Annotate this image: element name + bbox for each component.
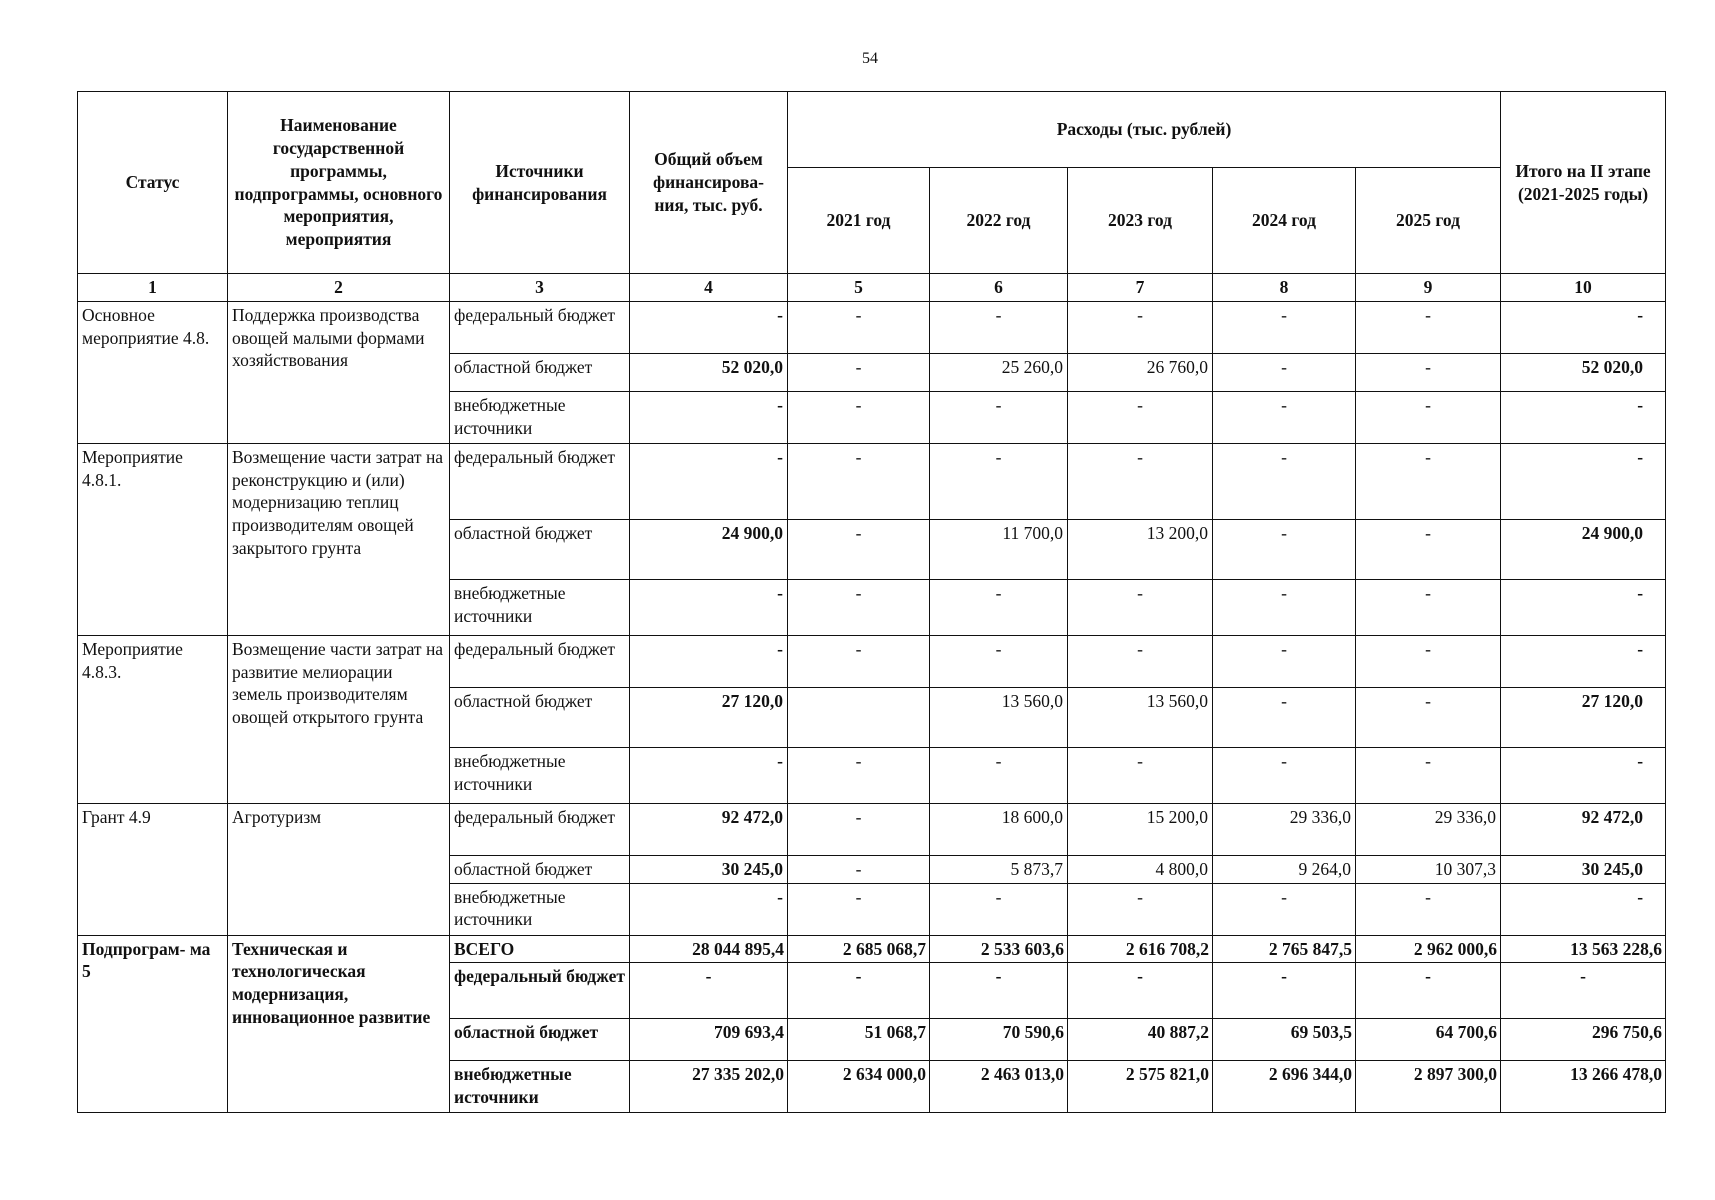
column-number: 4 — [630, 274, 788, 302]
year-cell: - — [1356, 687, 1501, 747]
itogo-cell: - — [1501, 635, 1666, 687]
itogo-cell: 13 266 478,0 — [1501, 1061, 1666, 1113]
total-cell: 28 044 895,4 — [630, 935, 788, 963]
year-cell: 9 264,0 — [1213, 855, 1356, 883]
total-cell: - — [630, 391, 788, 443]
subprogram-status-cell: Подпрограм- ма 5 — [78, 935, 228, 1113]
year-cell: - — [1356, 391, 1501, 443]
year-cell: 2 616 708,2 — [1068, 935, 1213, 963]
year-cell: - — [1213, 301, 1356, 353]
year-cell: - — [1213, 963, 1356, 1019]
total-cell: 52 020,0 — [630, 353, 788, 391]
year-cell: 13 200,0 — [1068, 519, 1213, 579]
year-cell: 4 800,0 — [1068, 855, 1213, 883]
year-cell: - — [1213, 687, 1356, 747]
year-cell: - — [930, 963, 1068, 1019]
total-cell: 30 245,0 — [630, 855, 788, 883]
source-cell: областной бюджет — [450, 519, 630, 579]
source-cell: федеральный бюджет — [450, 443, 630, 519]
year-cell: - — [1356, 747, 1501, 803]
column-number: 1 — [78, 274, 228, 302]
year-cell: - — [788, 963, 930, 1019]
year-cell: - — [1068, 443, 1213, 519]
column-number: 7 — [1068, 274, 1213, 302]
year-cell: - — [788, 443, 930, 519]
year-cell: 5 873,7 — [930, 855, 1068, 883]
year-cell: 18 600,0 — [930, 803, 1068, 855]
table-row — [78, 803, 1666, 855]
year-cell: - — [930, 579, 1068, 635]
source-cell: внебюджетные источники — [450, 1061, 630, 1113]
total-cell: 27 120,0 — [630, 687, 788, 747]
itogo-cell: - — [1501, 391, 1666, 443]
year-cell: - — [788, 391, 930, 443]
table-row — [78, 635, 1666, 687]
source-cell: областной бюджет — [450, 1019, 630, 1061]
status-cell: Мероприятие 4.8.3. — [78, 635, 228, 803]
total-cell: - — [630, 443, 788, 519]
year-cell: - — [1213, 391, 1356, 443]
column-numbers-row — [78, 274, 1666, 302]
total-cell: - — [630, 963, 788, 1019]
year-cell: - — [930, 391, 1068, 443]
column-number: 5 — [788, 274, 930, 302]
year-cell: - — [1356, 353, 1501, 391]
year-cell: - — [788, 301, 930, 353]
column-number: 2 — [228, 274, 450, 302]
table-row — [78, 443, 1666, 519]
source-cell: областной бюджет — [450, 687, 630, 747]
header-year-2024: 2024 год — [1213, 168, 1356, 274]
year-cell: 40 887,2 — [1068, 1019, 1213, 1061]
year-cell: - — [788, 353, 930, 391]
year-cell: - — [1213, 747, 1356, 803]
total-cell: 92 472,0 — [630, 803, 788, 855]
source-cell: федеральный бюджет — [450, 301, 630, 353]
year-cell: - — [930, 301, 1068, 353]
year-cell: 11 700,0 — [930, 519, 1068, 579]
source-cell: внебюджетные источники — [450, 579, 630, 635]
year-cell: - — [1068, 747, 1213, 803]
total-cell: - — [630, 883, 788, 935]
year-cell: - — [1356, 579, 1501, 635]
total-cell: 24 900,0 — [630, 519, 788, 579]
status-cell: Грант 4.9 — [78, 803, 228, 935]
itogo-cell: 27 120,0 — [1501, 687, 1666, 747]
source-cell: областной бюджет — [450, 855, 630, 883]
header-sources: Источники финансирования — [450, 92, 630, 274]
name-cell: Агротуризм — [228, 803, 450, 935]
table-body — [78, 301, 1666, 1113]
year-cell: 10 307,3 — [1356, 855, 1501, 883]
year-cell: 25 260,0 — [930, 353, 1068, 391]
itogo-cell: - — [1501, 963, 1666, 1019]
header-status: Статус — [78, 92, 228, 274]
year-cell: - — [1356, 519, 1501, 579]
year-cell: 2 765 847,5 — [1213, 935, 1356, 963]
year-cell: - — [788, 803, 930, 855]
year-cell: 2 533 603,6 — [930, 935, 1068, 963]
year-cell: - — [1356, 301, 1501, 353]
total-cell: 709 693,4 — [630, 1019, 788, 1061]
year-cell: - — [930, 443, 1068, 519]
year-cell: - — [1213, 443, 1356, 519]
year-cell: - — [788, 519, 930, 579]
year-cell: - — [788, 579, 930, 635]
year-cell: 69 503,5 — [1213, 1019, 1356, 1061]
year-cell: - — [788, 635, 930, 687]
column-number: 8 — [1213, 274, 1356, 302]
header-year-2022: 2022 год — [930, 168, 1068, 274]
year-cell: - — [1213, 883, 1356, 935]
status-cell: Мероприятие 4.8.1. — [78, 443, 228, 635]
year-cell: 29 336,0 — [1356, 803, 1501, 855]
year-cell: 64 700,6 — [1356, 1019, 1501, 1061]
itogo-cell: - — [1501, 747, 1666, 803]
itogo-cell: 24 900,0 — [1501, 519, 1666, 579]
year-cell: - — [1356, 635, 1501, 687]
total-cell: - — [630, 301, 788, 353]
year-cell: - — [1213, 635, 1356, 687]
source-cell: внебюджетные источники — [450, 883, 630, 935]
year-cell: - — [1356, 443, 1501, 519]
year-cell: - — [1068, 963, 1213, 1019]
year-cell: 15 200,0 — [1068, 803, 1213, 855]
year-cell: - — [1356, 883, 1501, 935]
budget-table — [77, 91, 1666, 1113]
year-cell: 2 696 344,0 — [1213, 1061, 1356, 1113]
name-cell: Поддержка производства овощей малыми формами хозяйствования — [228, 301, 450, 443]
year-cell: - — [1356, 963, 1501, 1019]
name-cell: Возмещение части затрат на реконструкцию и (или) модернизацию теплиц производителям овощей закрытого грунта — [228, 443, 450, 635]
year-cell: 26 760,0 — [1068, 353, 1213, 391]
column-number: 6 — [930, 274, 1068, 302]
itogo-cell: 30 245,0 — [1501, 855, 1666, 883]
header-name: Наименование государственной программы, подпрограммы, основного мероприятия, мероприятия — [228, 92, 450, 274]
column-number: 9 — [1356, 274, 1501, 302]
year-cell: - — [1068, 635, 1213, 687]
name-cell: Возмещение части затрат на развитие мелиорации земель производителям овощей открытого грунта — [228, 635, 450, 803]
table-row — [78, 301, 1666, 353]
year-cell: - — [1068, 391, 1213, 443]
year-cell: - — [1213, 579, 1356, 635]
year-cell: - — [1213, 519, 1356, 579]
year-cell: 29 336,0 — [1213, 803, 1356, 855]
total-cell: 27 335 202,0 — [630, 1061, 788, 1113]
header-year-2023: 2023 год — [1068, 168, 1213, 274]
year-cell: - — [788, 855, 930, 883]
year-cell: 2 634 000,0 — [788, 1061, 930, 1113]
page-number: 54 — [862, 50, 878, 67]
header-year-2021: 2021 год — [788, 168, 930, 274]
year-cell: - — [788, 747, 930, 803]
header-total-volume: Общий объем финансирова- ния, тыс. руб. — [630, 92, 788, 274]
year-cell: - — [930, 635, 1068, 687]
total-cell: - — [630, 579, 788, 635]
year-cell: 2 962 000,6 — [1356, 935, 1501, 963]
total-cell: - — [630, 635, 788, 687]
year-cell: - — [1068, 301, 1213, 353]
year-cell: - — [930, 747, 1068, 803]
year-cell: - — [788, 883, 930, 935]
year-cell: 13 560,0 — [1068, 687, 1213, 747]
total-cell: - — [630, 747, 788, 803]
year-cell: - — [1213, 353, 1356, 391]
year-cell — [788, 687, 930, 747]
year-cell: 2 575 821,0 — [1068, 1061, 1213, 1113]
status-cell: Основное мероприятие 4.8. — [78, 301, 228, 443]
subprogram-name-cell: Техническая и технологическая модернизация, инновационное развитие — [228, 935, 450, 1113]
year-cell: - — [1068, 579, 1213, 635]
year-cell: 51 068,7 — [788, 1019, 930, 1061]
year-cell: - — [1068, 883, 1213, 935]
subprogram-row — [78, 935, 1666, 963]
header-expenses: Расходы (тыс. рублей) — [788, 92, 1501, 168]
itogo-cell: 52 020,0 — [1501, 353, 1666, 391]
itogo-cell: - — [1501, 579, 1666, 635]
column-number: 10 — [1501, 274, 1666, 302]
year-cell: - — [930, 883, 1068, 935]
itogo-cell: 296 750,6 — [1501, 1019, 1666, 1061]
itogo-cell: - — [1501, 443, 1666, 519]
source-cell: областной бюджет — [450, 353, 630, 391]
source-cell: федеральный бюджет — [450, 635, 630, 687]
year-cell: 2 685 068,7 — [788, 935, 930, 963]
source-cell: федеральный бюджет — [450, 803, 630, 855]
header-year-2025: 2025 год — [1356, 168, 1501, 274]
itogo-cell: - — [1501, 883, 1666, 935]
itogo-cell: 92 472,0 — [1501, 803, 1666, 855]
year-cell: 70 590,6 — [930, 1019, 1068, 1061]
itogo-cell: - — [1501, 301, 1666, 353]
source-cell: внебюджетные источники — [450, 747, 630, 803]
source-cell: внебюджетные источники — [450, 391, 630, 443]
source-cell: ВСЕГО — [450, 935, 630, 963]
year-cell: 2 463 013,0 — [930, 1061, 1068, 1113]
source-cell: федеральный бюджет — [450, 963, 630, 1019]
year-cell: 2 897 300,0 — [1356, 1061, 1501, 1113]
column-number: 3 — [450, 274, 630, 302]
itogo-cell: 13 563 228,6 — [1501, 935, 1666, 963]
year-cell: 13 560,0 — [930, 687, 1068, 747]
header-itogo: Итого на II этапе (2021-2025 годы) — [1501, 92, 1666, 274]
